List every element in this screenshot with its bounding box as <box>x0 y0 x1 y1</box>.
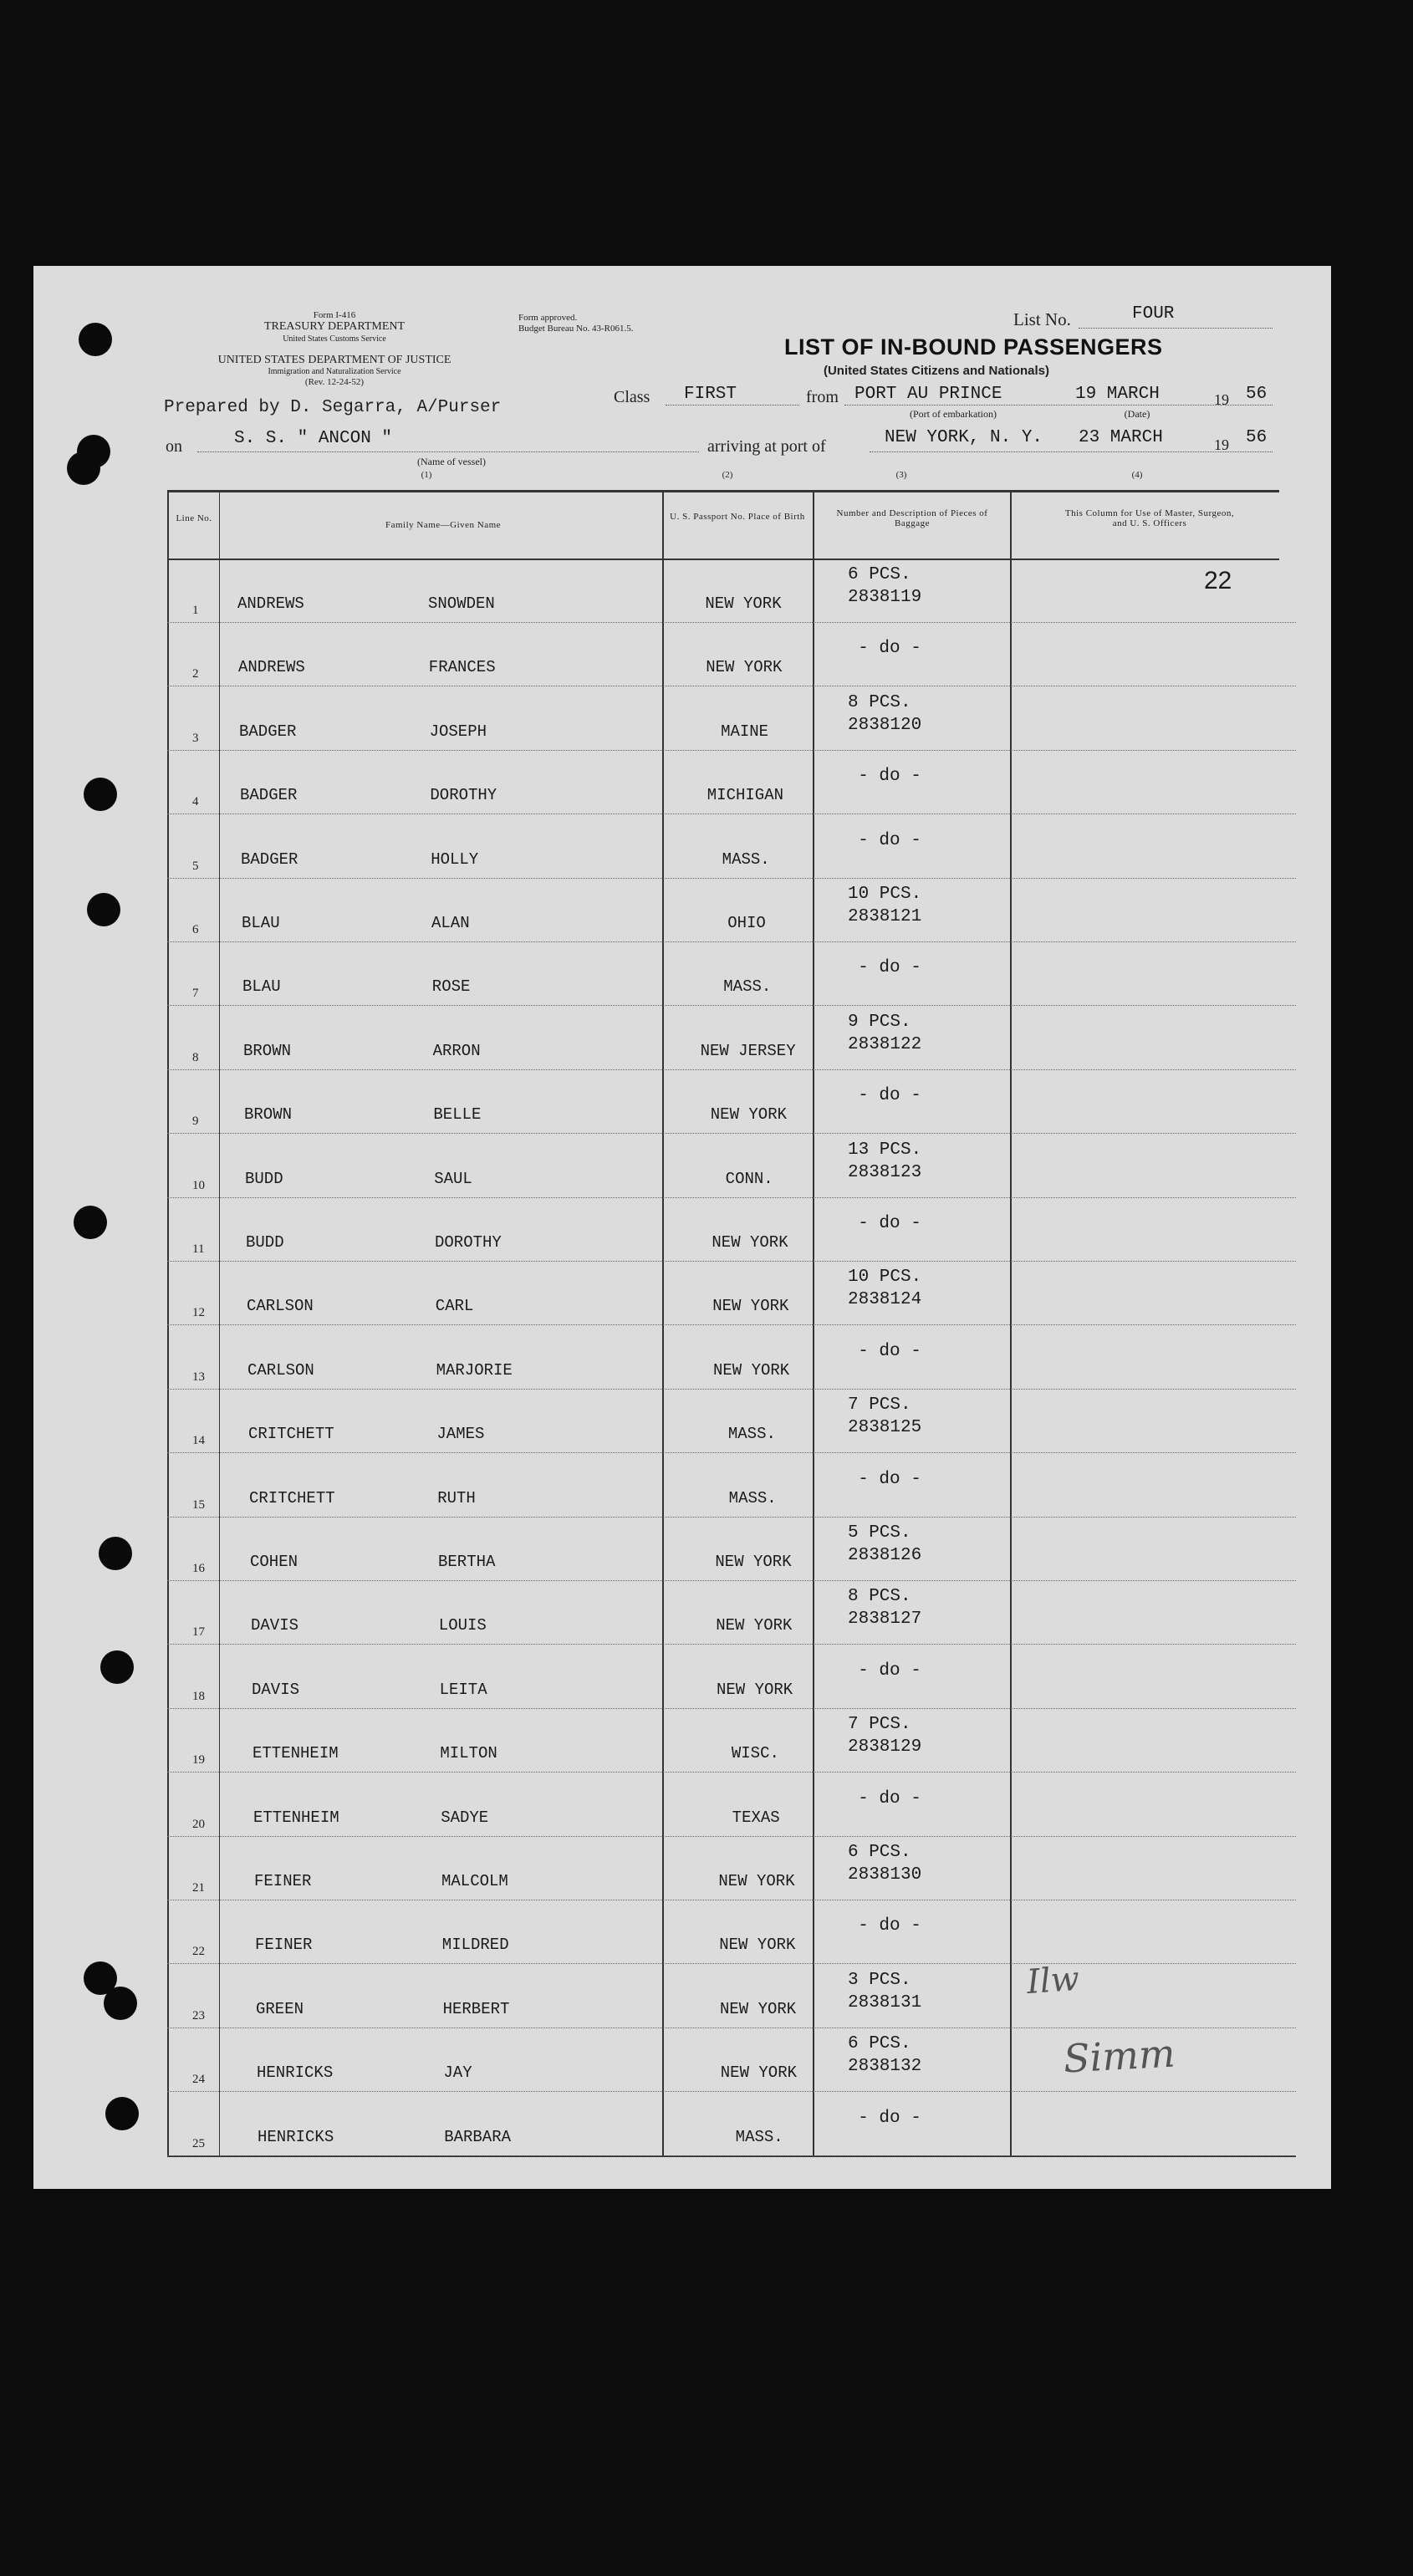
given-name: JOSEPH <box>429 722 487 741</box>
line-number: 14 <box>192 1434 205 1448</box>
col-header-passport: U. S. Passport No. Place of Birth <box>670 512 805 522</box>
line-number: 8 <box>192 1050 199 1064</box>
baggage-count: 7 PCS. <box>848 1395 911 1416</box>
line-number: 22 <box>192 1945 205 1959</box>
given-name: CARL <box>435 1297 474 1316</box>
place-of-birth: NEW YORK <box>712 1360 790 1380</box>
baggage-tag: 2838122 <box>848 1034 922 1054</box>
vessel-caption: (Name of vessel) <box>417 456 486 467</box>
binder-hole <box>84 778 117 811</box>
col-header-baggage: Number and Description of Pieces of Baggage <box>836 508 988 528</box>
table-row <box>167 622 1296 686</box>
line-number: 6 <box>192 923 199 936</box>
given-name: SNOWDEN <box>428 594 495 613</box>
baggage-tag: 2838129 <box>848 1737 922 1757</box>
list-no-line <box>1079 328 1273 329</box>
baggage-count: 6 PCS. <box>848 565 911 584</box>
row-rule <box>167 2155 1296 2156</box>
family-name: HENRICKS <box>257 2063 334 2083</box>
place-of-birth: MASS. <box>723 977 772 997</box>
line-number: 3 <box>192 731 199 745</box>
form-number: Form I-416 <box>313 310 356 320</box>
baggage-ditto: - do - <box>858 2108 921 2128</box>
line-number: 21 <box>192 1881 205 1895</box>
baggage-count: 10 PCS. <box>848 885 922 904</box>
table-row <box>167 1197 1296 1262</box>
table-row <box>167 1389 1296 1453</box>
baggage-tag: 2838120 <box>848 715 922 735</box>
embark-port: PORT AU PRINCE <box>854 385 1002 404</box>
place-of-birth: NEW YORK <box>706 658 783 677</box>
table-top-rule <box>167 490 1279 492</box>
baggage-ditto: - do - <box>858 1341 921 1361</box>
table-row <box>167 1134 1296 1198</box>
place-of-birth: NEW JERSEY <box>700 1041 796 1060</box>
family-name: BROWN <box>243 1041 292 1060</box>
table-row <box>167 1580 1296 1645</box>
family-name: BADGER <box>239 722 297 741</box>
baggage-ditto: - do - <box>858 1469 921 1489</box>
given-name: JAY <box>443 2063 472 2083</box>
caption-1: (1) <box>421 470 432 480</box>
baggage-tag: 2838126 <box>848 1546 922 1565</box>
place-of-birth: NEW YORK <box>718 1872 795 1890</box>
class-line <box>666 405 799 406</box>
baggage-ditto: - do - <box>858 1086 921 1106</box>
binder-hole <box>79 323 112 356</box>
on-label: on <box>166 437 182 456</box>
family-name: FEINER <box>255 1936 313 1955</box>
baggage-tag: 2838130 <box>848 1865 922 1885</box>
table-row <box>167 878 1296 942</box>
handwritten-signature: Simm <box>1062 2030 1176 2082</box>
baggage-ditto: - do - <box>858 1916 921 1936</box>
baggage-ditto: - do - <box>858 1788 921 1808</box>
place-of-birth: OHIO <box>727 914 766 932</box>
given-name: LEITA <box>439 1680 487 1699</box>
table-row <box>167 559 1296 623</box>
family-name: ANDREWS <box>237 594 304 613</box>
given-name: JAMES <box>436 1425 485 1444</box>
from-line <box>844 405 1273 406</box>
arrival-port: NEW YORK, N. Y. <box>885 428 1043 447</box>
table-row <box>167 1517 1296 1581</box>
date-caption: (Date) <box>1124 408 1150 420</box>
year-prefix-2: 19 <box>1214 436 1229 453</box>
line-number: 2 <box>192 667 199 681</box>
baggage-count: 9 PCS. <box>848 1012 911 1032</box>
year-prefix-1: 19 <box>1214 391 1229 408</box>
place-of-birth: NEW YORK <box>705 594 782 613</box>
family-name: HENRICKS <box>258 2127 334 2146</box>
given-name: MILDRED <box>441 1936 509 1955</box>
place-of-birth: CONN. <box>725 1169 773 1188</box>
family-name: ANDREWS <box>238 658 305 677</box>
given-name: BARBARA <box>444 2127 512 2146</box>
form-approved: Form approved. <box>518 313 578 323</box>
vessel-line <box>197 451 699 452</box>
caption-4: (4) <box>1131 470 1143 480</box>
baggage-count: 7 PCS. <box>848 1715 911 1735</box>
table-row <box>167 1069 1296 1134</box>
line-number: 5 <box>192 859 199 873</box>
binder-hole <box>67 451 100 485</box>
baggage-ditto: - do - <box>858 1660 921 1681</box>
line-number: 17 <box>192 1625 205 1640</box>
table-row <box>167 814 1296 879</box>
table-row <box>167 686 1296 751</box>
caption-3: (3) <box>895 470 907 480</box>
from-label: from <box>806 388 839 406</box>
table-row <box>167 750 1296 814</box>
baggage-count: 8 PCS. <box>848 1587 911 1607</box>
dept-justice: UNITED STATES DEPARTMENT OF JUSTICE <box>217 354 451 366</box>
budget-bureau: Budget Bureau No. 43-R061.5. <box>518 324 634 334</box>
place-of-birth: NEW YORK <box>715 1553 792 1571</box>
handwritten-signature: Ilw <box>1025 1959 1081 2002</box>
family-name: COHEN <box>250 1553 298 1571</box>
arrival-date: 23 MARCH <box>1079 428 1163 447</box>
line-number: 12 <box>192 1306 205 1320</box>
dept-justice-sub: Immigration and Naturalization Service <box>268 367 401 376</box>
baggage-ditto: - do - <box>858 639 921 659</box>
table-row <box>167 1261 1296 1325</box>
line-number: 9 <box>192 1115 199 1129</box>
col-header-officers: This Column for Use of Master, Surgeon, and U. S. Officers <box>1064 508 1235 528</box>
family-name: CRITCHETT <box>249 1488 335 1507</box>
baggage-tag: 2838125 <box>848 1418 922 1438</box>
baggage-ditto: - do - <box>858 958 921 978</box>
place-of-birth: MASS. <box>722 849 770 869</box>
given-name: BERTHA <box>438 1553 496 1571</box>
family-name: BUDD <box>246 1233 284 1252</box>
family-name: ETTENHEIM <box>253 1744 339 1763</box>
dept-treasury: TREASURY DEPARTMENT <box>263 320 406 333</box>
place-of-birth: NEW YORK <box>716 1680 793 1699</box>
place-of-birth: WISC. <box>731 1744 779 1763</box>
table-row <box>167 1325 1296 1390</box>
place-of-birth: NEW YORK <box>719 1936 796 1955</box>
family-name: BUDD <box>245 1169 283 1188</box>
given-name: HOLLY <box>431 849 479 869</box>
line-number: 11 <box>192 1242 205 1256</box>
prepared-by <box>164 398 501 417</box>
place-of-birth: TEXAS <box>732 1808 780 1827</box>
given-name: ALAN <box>431 914 470 932</box>
place-of-birth: MASS. <box>727 1425 776 1444</box>
family-name: DAVIS <box>252 1680 300 1699</box>
binder-hole <box>74 1206 107 1239</box>
given-name: SAUL <box>434 1169 472 1188</box>
family-name: GREEN <box>256 1999 304 2018</box>
given-name: BELLE <box>433 1105 482 1125</box>
family-name: FEINER <box>254 1872 312 1890</box>
embark-caption: (Port of embarkation) <box>910 408 997 420</box>
embark-year: 56 <box>1246 385 1268 404</box>
baggage-count: 3 PCS. <box>848 1970 911 1990</box>
family-name: CRITCHETT <box>248 1425 334 1444</box>
baggage-tag: 2838132 <box>848 2057 922 2077</box>
line-number: 16 <box>192 1562 205 1575</box>
given-name: SADYE <box>441 1808 489 1827</box>
line-number: 24 <box>192 2073 205 2087</box>
family-name: CARLSON <box>247 1360 314 1380</box>
line-number: 18 <box>192 1689 205 1703</box>
baggage-ditto: - do - <box>858 1214 921 1233</box>
baggage-count: 6 PCS. <box>848 2034 911 2054</box>
embark-date: 19 MARCH <box>1075 385 1160 404</box>
class-label: Class <box>614 388 650 406</box>
table-row <box>167 941 1296 1006</box>
place-of-birth: MASS. <box>735 2127 783 2146</box>
arrival-line <box>870 451 1273 452</box>
baggage-tag: 2838131 <box>848 1992 922 2012</box>
line-number: 1 <box>192 604 199 617</box>
table-row <box>167 1773 1296 1837</box>
revision: (Rev. 12-24-52) <box>304 377 365 387</box>
prepared-by-text: Prepared by D. Segarra, A/Purser <box>164 398 502 417</box>
line-number: 7 <box>192 987 199 1001</box>
line-number: 19 <box>192 1753 205 1767</box>
col-header-line: Line No. <box>176 513 212 523</box>
family-name: BLAU <box>242 914 280 932</box>
baggage-tag: 2838121 <box>848 907 922 926</box>
line-number: 23 <box>192 2008 205 2023</box>
table-row <box>167 2092 1296 2156</box>
table-row <box>167 1836 1296 1900</box>
place-of-birth: NEW YORK <box>719 1999 797 2018</box>
binder-hole <box>104 1987 137 2020</box>
list-no-label: List No. <box>1013 309 1071 329</box>
vessel-name: S. S. " ANCON " <box>234 429 393 448</box>
binder-hole <box>87 893 120 926</box>
arriving-label: arriving at port of <box>707 437 826 456</box>
binder-hole <box>100 1650 134 1684</box>
col-header-name: Family Name—Given Name <box>385 520 502 530</box>
list-no-value: FOUR <box>1132 304 1175 324</box>
page-count-note: 22 <box>1204 567 1232 594</box>
given-name: DOROTHY <box>435 1233 502 1252</box>
page-subtitle: (United States Citizens and Nationals) <box>823 364 1050 378</box>
dept-treasury-sub: United States Customs Service <box>283 334 386 344</box>
place-of-birth: NEW YORK <box>716 1616 793 1635</box>
table-row <box>167 1708 1296 1773</box>
line-number: 4 <box>192 795 199 809</box>
family-name: BADGER <box>241 849 298 869</box>
table-row <box>167 1964 1296 2028</box>
table-row <box>167 1900 1296 1964</box>
given-name: RUTH <box>437 1488 476 1507</box>
place-of-birth: NEW YORK <box>720 2063 797 2083</box>
baggage-ditto: - do - <box>858 767 921 787</box>
line-number: 15 <box>192 1497 205 1512</box>
binder-hole <box>105 2097 139 2130</box>
place-of-birth: MICHIGAN <box>706 786 783 805</box>
baggage-count: 5 PCS. <box>848 1523 911 1543</box>
given-name: ARRON <box>432 1041 481 1060</box>
family-name: BLAU <box>242 977 281 997</box>
class-value: FIRST <box>684 385 737 404</box>
page-title: LIST OF IN-BOUND PASSENGERS <box>784 334 1163 360</box>
baggage-ditto: - do - <box>858 830 921 850</box>
given-name: HERBERT <box>442 1999 510 2018</box>
place-of-birth: NEW YORK <box>710 1105 787 1125</box>
baggage-tag: 2838127 <box>848 1609 922 1630</box>
given-name: ROSE <box>431 977 471 997</box>
place-of-birth: MASS. <box>728 1488 777 1507</box>
given-name: DOROTHY <box>430 786 497 805</box>
given-name: MARJORIE <box>436 1360 513 1380</box>
family-name: CARLSON <box>247 1297 314 1316</box>
place-of-birth: NEW YORK <box>712 1297 789 1316</box>
caption-2: (2) <box>722 470 733 480</box>
family-name: BADGER <box>240 786 298 805</box>
baggage-tag: 2838119 <box>848 588 922 607</box>
baggage-count: 6 PCS. <box>848 1843 911 1862</box>
baggage-tag: 2838124 <box>848 1290 922 1310</box>
family-name: ETTENHEIM <box>253 1808 339 1827</box>
given-name: MALCOLM <box>441 1872 508 1890</box>
line-number: 25 <box>192 2136 205 2150</box>
baggage-count: 13 PCS. <box>848 1140 922 1160</box>
line-number: 20 <box>192 1817 205 1831</box>
baggage-count: 10 PCS. <box>848 1268 922 1288</box>
family-name: DAVIS <box>251 1616 299 1635</box>
given-name: MILTON <box>440 1744 497 1763</box>
given-name: FRANCES <box>428 658 496 677</box>
place-of-birth: MAINE <box>721 722 769 741</box>
family-name: BROWN <box>244 1105 293 1125</box>
baggage-count: 8 PCS. <box>848 692 911 712</box>
table-row <box>167 1645 1296 1709</box>
given-name: LOUIS <box>438 1616 487 1635</box>
table-row <box>167 1006 1296 1070</box>
place-of-birth: NEW YORK <box>712 1233 788 1252</box>
arrival-year: 56 <box>1246 428 1268 447</box>
baggage-tag: 2838123 <box>848 1162 922 1182</box>
line-number: 13 <box>192 1370 205 1384</box>
binder-hole <box>99 1537 132 1570</box>
table-row <box>167 1453 1296 1518</box>
line-number: 10 <box>192 1178 205 1192</box>
